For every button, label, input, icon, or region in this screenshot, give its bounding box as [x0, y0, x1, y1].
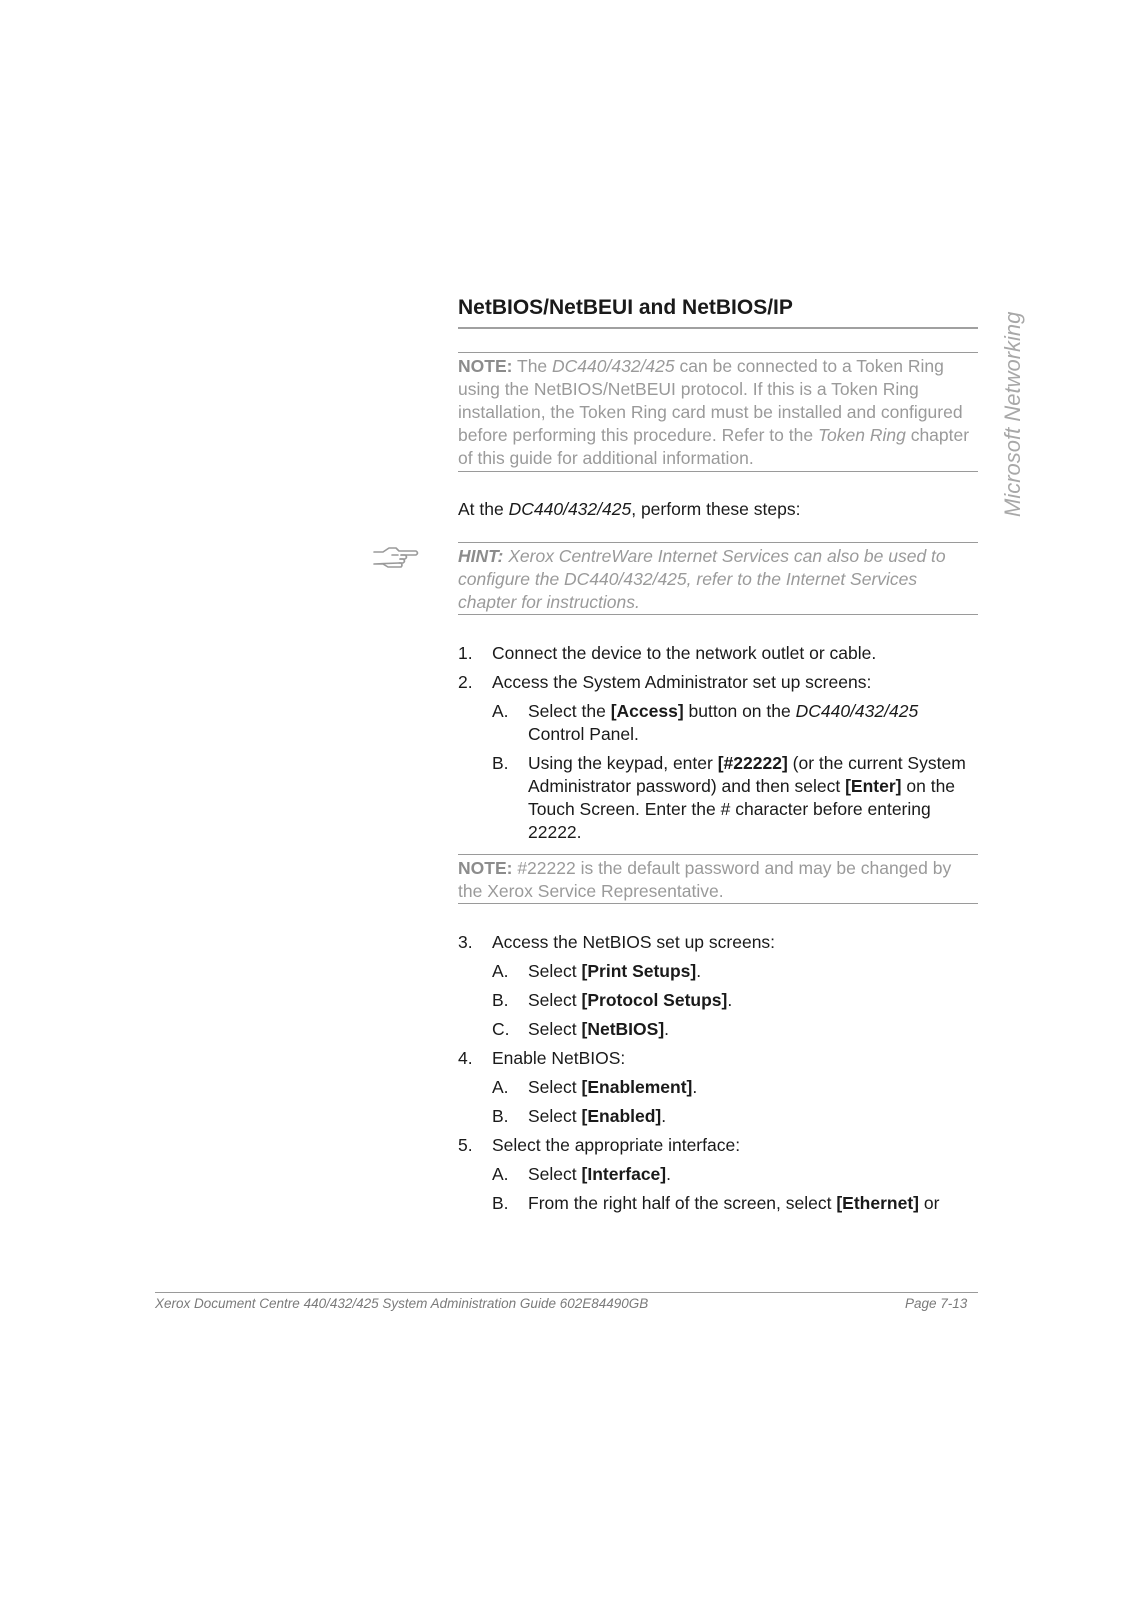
hint-label: HINT: [458, 546, 504, 566]
note-text: #22222 is the default password and may be changed by the Xerox Service Representative. [458, 858, 952, 901]
intro-model: DC440/432/425 [508, 499, 632, 519]
password-ref: [#22222] [717, 753, 788, 773]
steps-list-2 [458, 931, 988, 1215]
step-3b: B. Select [Protocol Setups]. [492, 990, 733, 1010]
note2-bottom-rule [458, 903, 978, 904]
note-top-rule [458, 352, 978, 353]
access-button-ref: [Access] [610, 701, 684, 721]
note-text: can be connected to a Token Ring using the NetBIOS/NetBEUI protocol. If this is a Token Ring installation, the Token Ring card must be installed and configured before performing this procedure. Refer to the [458, 356, 963, 445]
enabled-ref: [Enabled] [581, 1106, 662, 1126]
note2-top-rule [458, 854, 978, 855]
pointing-hand-icon [371, 543, 421, 575]
step-3c: C. Select [NetBIOS]. [492, 1019, 670, 1039]
title-rule [458, 327, 978, 329]
note-default-password [458, 857, 978, 903]
footer-rule [155, 1292, 978, 1293]
footer-guide-title: Xerox Document Centre 440/432/425 System Administration Guide 602E84490GB [155, 1296, 649, 1311]
note-bottom-rule [458, 471, 978, 472]
note-label: NOTE: [458, 858, 513, 878]
enter-button-ref: [Enter] [845, 776, 902, 796]
steps-list-1 [458, 642, 988, 844]
ethernet-ref: [Ethernet] [836, 1193, 919, 1213]
step-2a: A. Select the [Access] button on the DC440/432/425 Control Panel. [492, 701, 919, 744]
hint-text: Xerox CentreWare Internet Services can also be used to configure the DC440/432/425, refer to the Internet Services chapter for instructions. [458, 546, 946, 612]
step-5b: B. From the right half of the screen, select [Ethernet] or [492, 1193, 940, 1213]
netbios-ref: [NetBIOS] [581, 1019, 665, 1039]
note-model: DC440/432/425 [552, 356, 675, 376]
note-label: NOTE: [458, 356, 513, 376]
intro-text: At the DC440/432/425, perform these steps: [458, 499, 801, 519]
section-title: NetBIOS/NetBEUI and NetBIOS/IP [458, 296, 793, 319]
step-5a: A. Select [Interface]. [492, 1164, 671, 1184]
print-setups-ref: [Print Setups] [581, 961, 697, 981]
protocol-setups-ref: [Protocol Setups] [581, 990, 728, 1010]
step-4b: B. Select [Enabled]. [492, 1106, 667, 1126]
step-2: 2. Access the System Administrator set up screens: [458, 672, 872, 692]
enablement-ref: [Enablement] [581, 1077, 693, 1097]
step-2b: B. Using the keypad, enter [#22222] (or the current System Administrator password) and then select [Enter] on the Touch Screen. Enter the # character before entering 22222. [492, 753, 966, 842]
step-3: 3. Access the NetBIOS set up screens: [458, 932, 776, 952]
note-chapter-ref: Token Ring [817, 425, 906, 445]
step-5: 5. Select the appropriate interface: [458, 1135, 741, 1155]
hint-top-rule [458, 542, 978, 543]
step-4: 4. Enable NetBIOS: [458, 1048, 626, 1068]
step-1: 1. Connect the device to the network outlet or cable. [458, 643, 877, 663]
note-token-ring [458, 355, 978, 470]
side-section-label: Microsoft Networking [1000, 311, 1025, 517]
hint-bottom-rule [458, 614, 978, 615]
footer-page-number: Page 7-13 [905, 1296, 968, 1311]
interface-ref: [Interface] [581, 1164, 667, 1184]
hint-centreware [458, 545, 978, 614]
note-text: chapter of this guide for additional information. [458, 425, 970, 468]
step-3a: A. Select [Print Setups]. [492, 961, 702, 981]
note-text: The [517, 356, 548, 376]
step-4a: A. Select [Enablement]. [492, 1077, 698, 1097]
